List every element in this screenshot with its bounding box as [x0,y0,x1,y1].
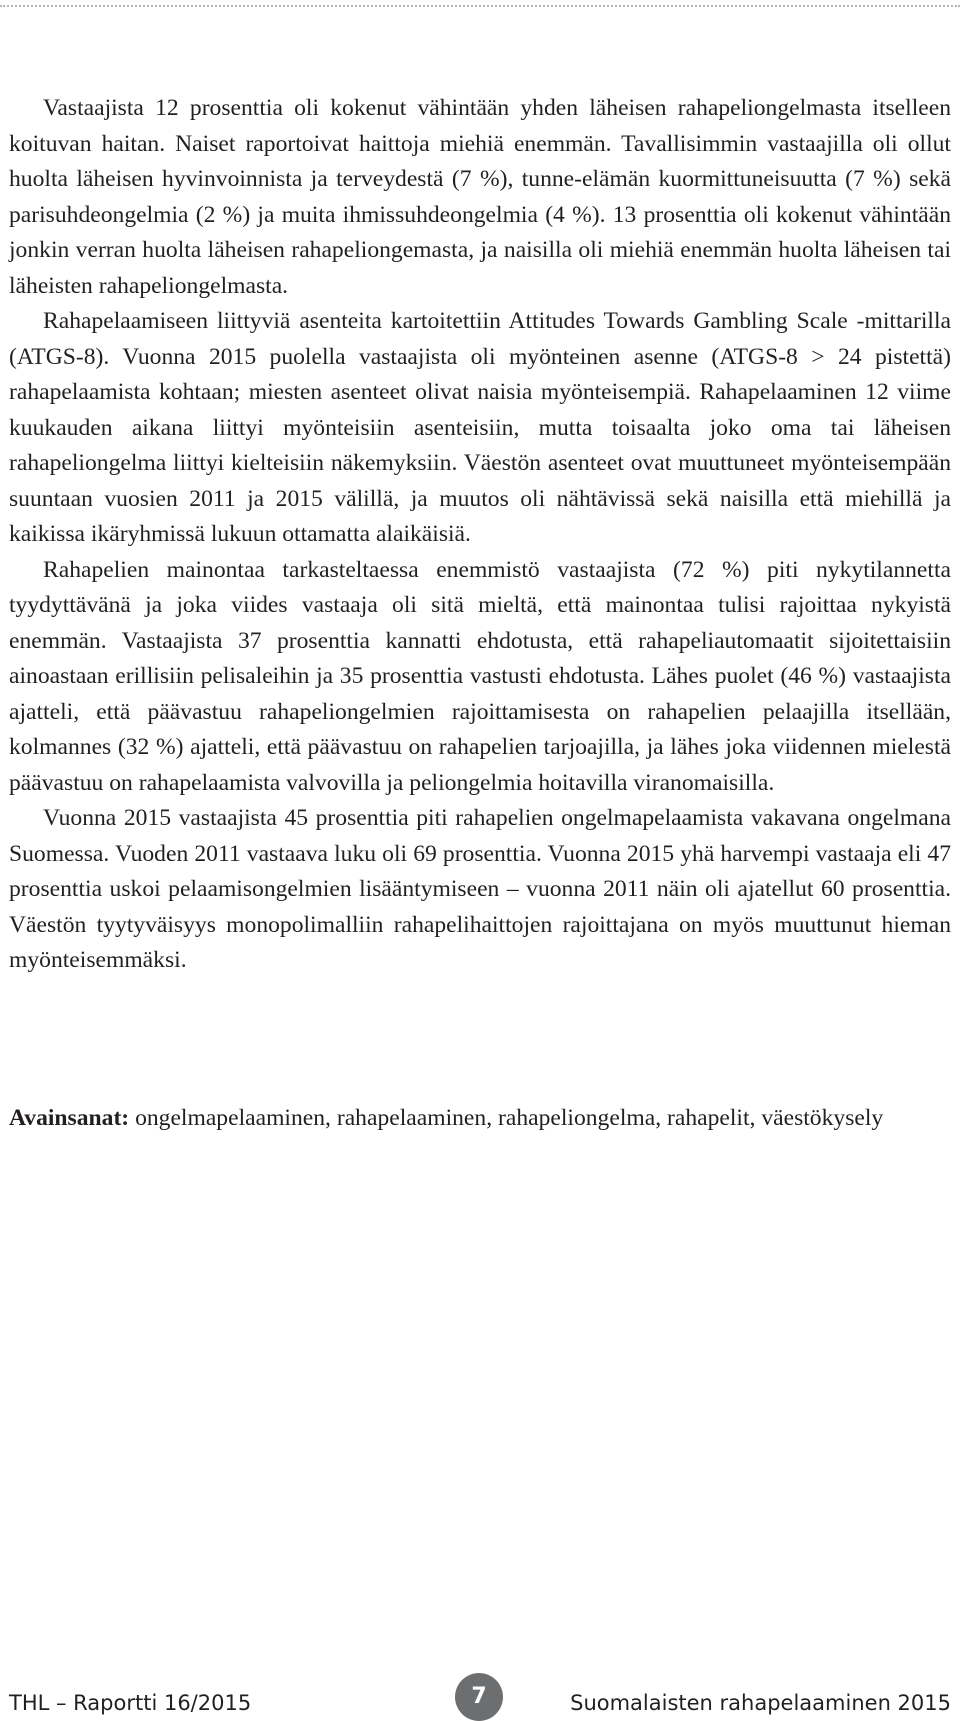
keywords [9,1101,951,1137]
keywords-text: ongelmapelaaminen, rahapelaaminen, rahapeliongelma, rahapelit, väestökysely [129,1105,884,1131]
page-footer [0,1684,960,1715]
paragraph-attitudes: Rahapelaamiseen liittyviä asenteita kartoitettiin Attitudes Towards Gambling Scale -mittarilla (ATGS-8). Vuonna 2015 puolella vastaajista oli myönteinen asenne (ATGS-8 > 24 pistettä) rahapelaamista kohtaan; miesten asenteet olivat naisia myönteisempiä. Rahapelaaminen 12 viime kuukauden aikana liittyi myönteisiin asenteisiin, mutta toisaalta joko oma tai läheisen rahapeliongelma liittyi kielteisiin näkemyksiin. Väestön asenteet ovat muuttuneet myönteisempään suuntaan vuosien 2011 ja 2015 välillä, ja muutos oli nähtävissä sekä naisilla että miehillä ja kaikissa ikäryhmissä lukuun ottamatta alaikäisiä. [9,308,951,547]
top-dotted-rule [0,5,960,7]
footer-report-id: THL – Raportti 16/2015 [9,1691,252,1715]
paragraph-problem-gambling: Vuonna 2015 vastaajista 45 prosenttia piti rahapelien ongelmapelaamista vakavana ongelmana Suomessa. Vuoden 2011 vastaava luku oli 69 prosenttia. Vuonna 2015 yhä harvempi vastaaja eli 47 prosenttia uskoi pelaamisongelmien lisääntymiseen – vuonna 2011 näin oli ajatellut 60 prosenttia. Väestön tyytyväisyys monopolimalliin rahapelihaittojen rajoittajana on myös muuttunut hieman myönteisemmäksi. [9,805,951,973]
paragraph-advertising: Rahapelien mainontaa tarkasteltaessa enemmistö vastaajista (72 %) piti nykytilannetta tyydyttävänä ja joka viides vastaaja oli sitä mieltä, että mainontaa tulisi rajoittaa nykyistä enemmän. Vastaajista 37 prosenttia kannatti ehdotusta, että rahapeliautomaatit sijoitettaisiin ainoastaan erillisiin pelisaleihin ja 35 prosenttia vastusti ehdotusta. Lähes puolet (46 %) vastaajista ajatteli, että päävastuu rahapeliongelmien rajoittamisesta on rahapelien pelaajilla itsellään, kolmannes (32 %) ajatteli, että päävastuu on rahapelien tarjoajilla, ja lähes joka viidennen mielestä päävastuu on rahapelaamista valvovilla ja peliongelmia hoitavilla viranomaisilla. [9,556,951,796]
summary-body [9,91,951,979]
footer-report-title: Suomalaisten rahapelaaminen 2015 [570,1691,951,1715]
page-number-badge: 7 [455,1673,503,1721]
paragraph-harms: Vastaajista 12 prosenttia oli kokenut vähintään yhden läheisen rahapeliongelmasta itselleen koituvan haitan. Naiset raportoivat haittoja miehiä enemmän. Tavallisimmin vastaajilla oli ollut huolta läheisen hyvinvoinnista ja terveydestä (7 %), tunne-elämän kuormittuneisuutta (7 %) sekä parisuhdeongelmia (2 %) ja muita ihmissuhdeongelmia (4 %). 13 prosenttia oli kokenut vähintään jonkin verran huolta läheisen rahapeliongemasta, ja naisilla oli miehiä enemmän huolta läheisen tai läheisten rahapeliongelmasta. [9,95,951,299]
keywords-label: Avainsanat: [9,1105,130,1131]
